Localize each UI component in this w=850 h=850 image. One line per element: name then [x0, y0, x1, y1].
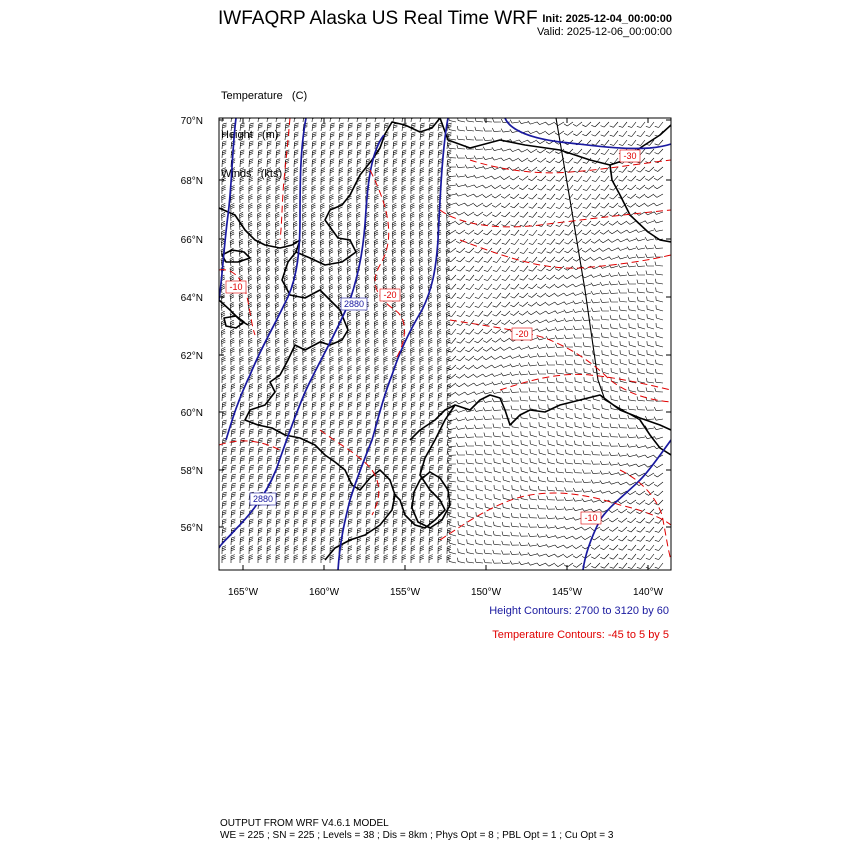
lat-label: 60°N	[180, 408, 203, 419]
init-time: Init: 2025-12-04_00:00:00	[542, 13, 672, 25]
temperature-contour-label: -20	[515, 329, 529, 339]
temperature-contour-label: -30	[623, 151, 637, 161]
temperature-contour	[460, 240, 671, 268]
temperature-contour	[440, 210, 671, 227]
lat-label: 70°N	[180, 116, 203, 127]
temperature-contour-label: -10	[584, 513, 598, 523]
lat-label: 58°N	[180, 466, 203, 477]
field-temperature: Temperature (C)	[221, 90, 308, 102]
footer-model: OUTPUT FROM WRF V4.6.1 MODEL	[220, 818, 389, 829]
height-contour-note: Height Contours: 2700 to 3120 by 60	[489, 605, 669, 617]
temperature-contour-label: -10	[229, 282, 243, 292]
contour-value-labels	[226, 150, 640, 524]
valid-time: Valid: 2025-12-06_00:00:00	[537, 26, 672, 38]
height-contour-label: 2880	[252, 494, 274, 504]
footer-settings: WE = 225 ; SN = 225 ; Levels = 38 ; Dis = 8km ; Phys Opt = 8 ; PBL Opt = 1 ; Cu Opt = 3	[220, 830, 614, 841]
kenai-peninsula	[395, 405, 455, 528]
field-winds: Winds (kts)	[221, 168, 283, 180]
lat-label: 66°N	[180, 235, 203, 246]
temperature-contour-note: Temperature Contours: -45 to 5 by 5	[492, 629, 669, 641]
lon-label: 150°W	[470, 587, 502, 598]
temperature-contour	[500, 374, 671, 390]
lon-label: 145°W	[551, 587, 583, 598]
lat-label: 68°N	[180, 176, 203, 187]
lon-label: 155°W	[389, 587, 421, 598]
lat-label: 64°N	[180, 293, 203, 304]
st-lawrence-island	[222, 250, 250, 262]
lat-label: 56°N	[180, 523, 203, 534]
model-footer	[220, 818, 613, 842]
temperature-contour	[470, 160, 671, 173]
lon-label: 140°W	[632, 587, 664, 598]
map-title: IWFAQRP Alaska US Real Time WRF	[218, 8, 538, 29]
height-contour-label: 2880	[343, 299, 365, 309]
southeast-panhandle	[640, 420, 671, 455]
lon-label: 165°W	[227, 587, 259, 598]
field-height: Height (m)	[221, 129, 279, 141]
lat-label: 62°N	[180, 351, 203, 362]
lon-label: 160°W	[308, 587, 340, 598]
temperature-contour-label: -20	[383, 290, 397, 300]
map-content	[219, 114, 671, 570]
